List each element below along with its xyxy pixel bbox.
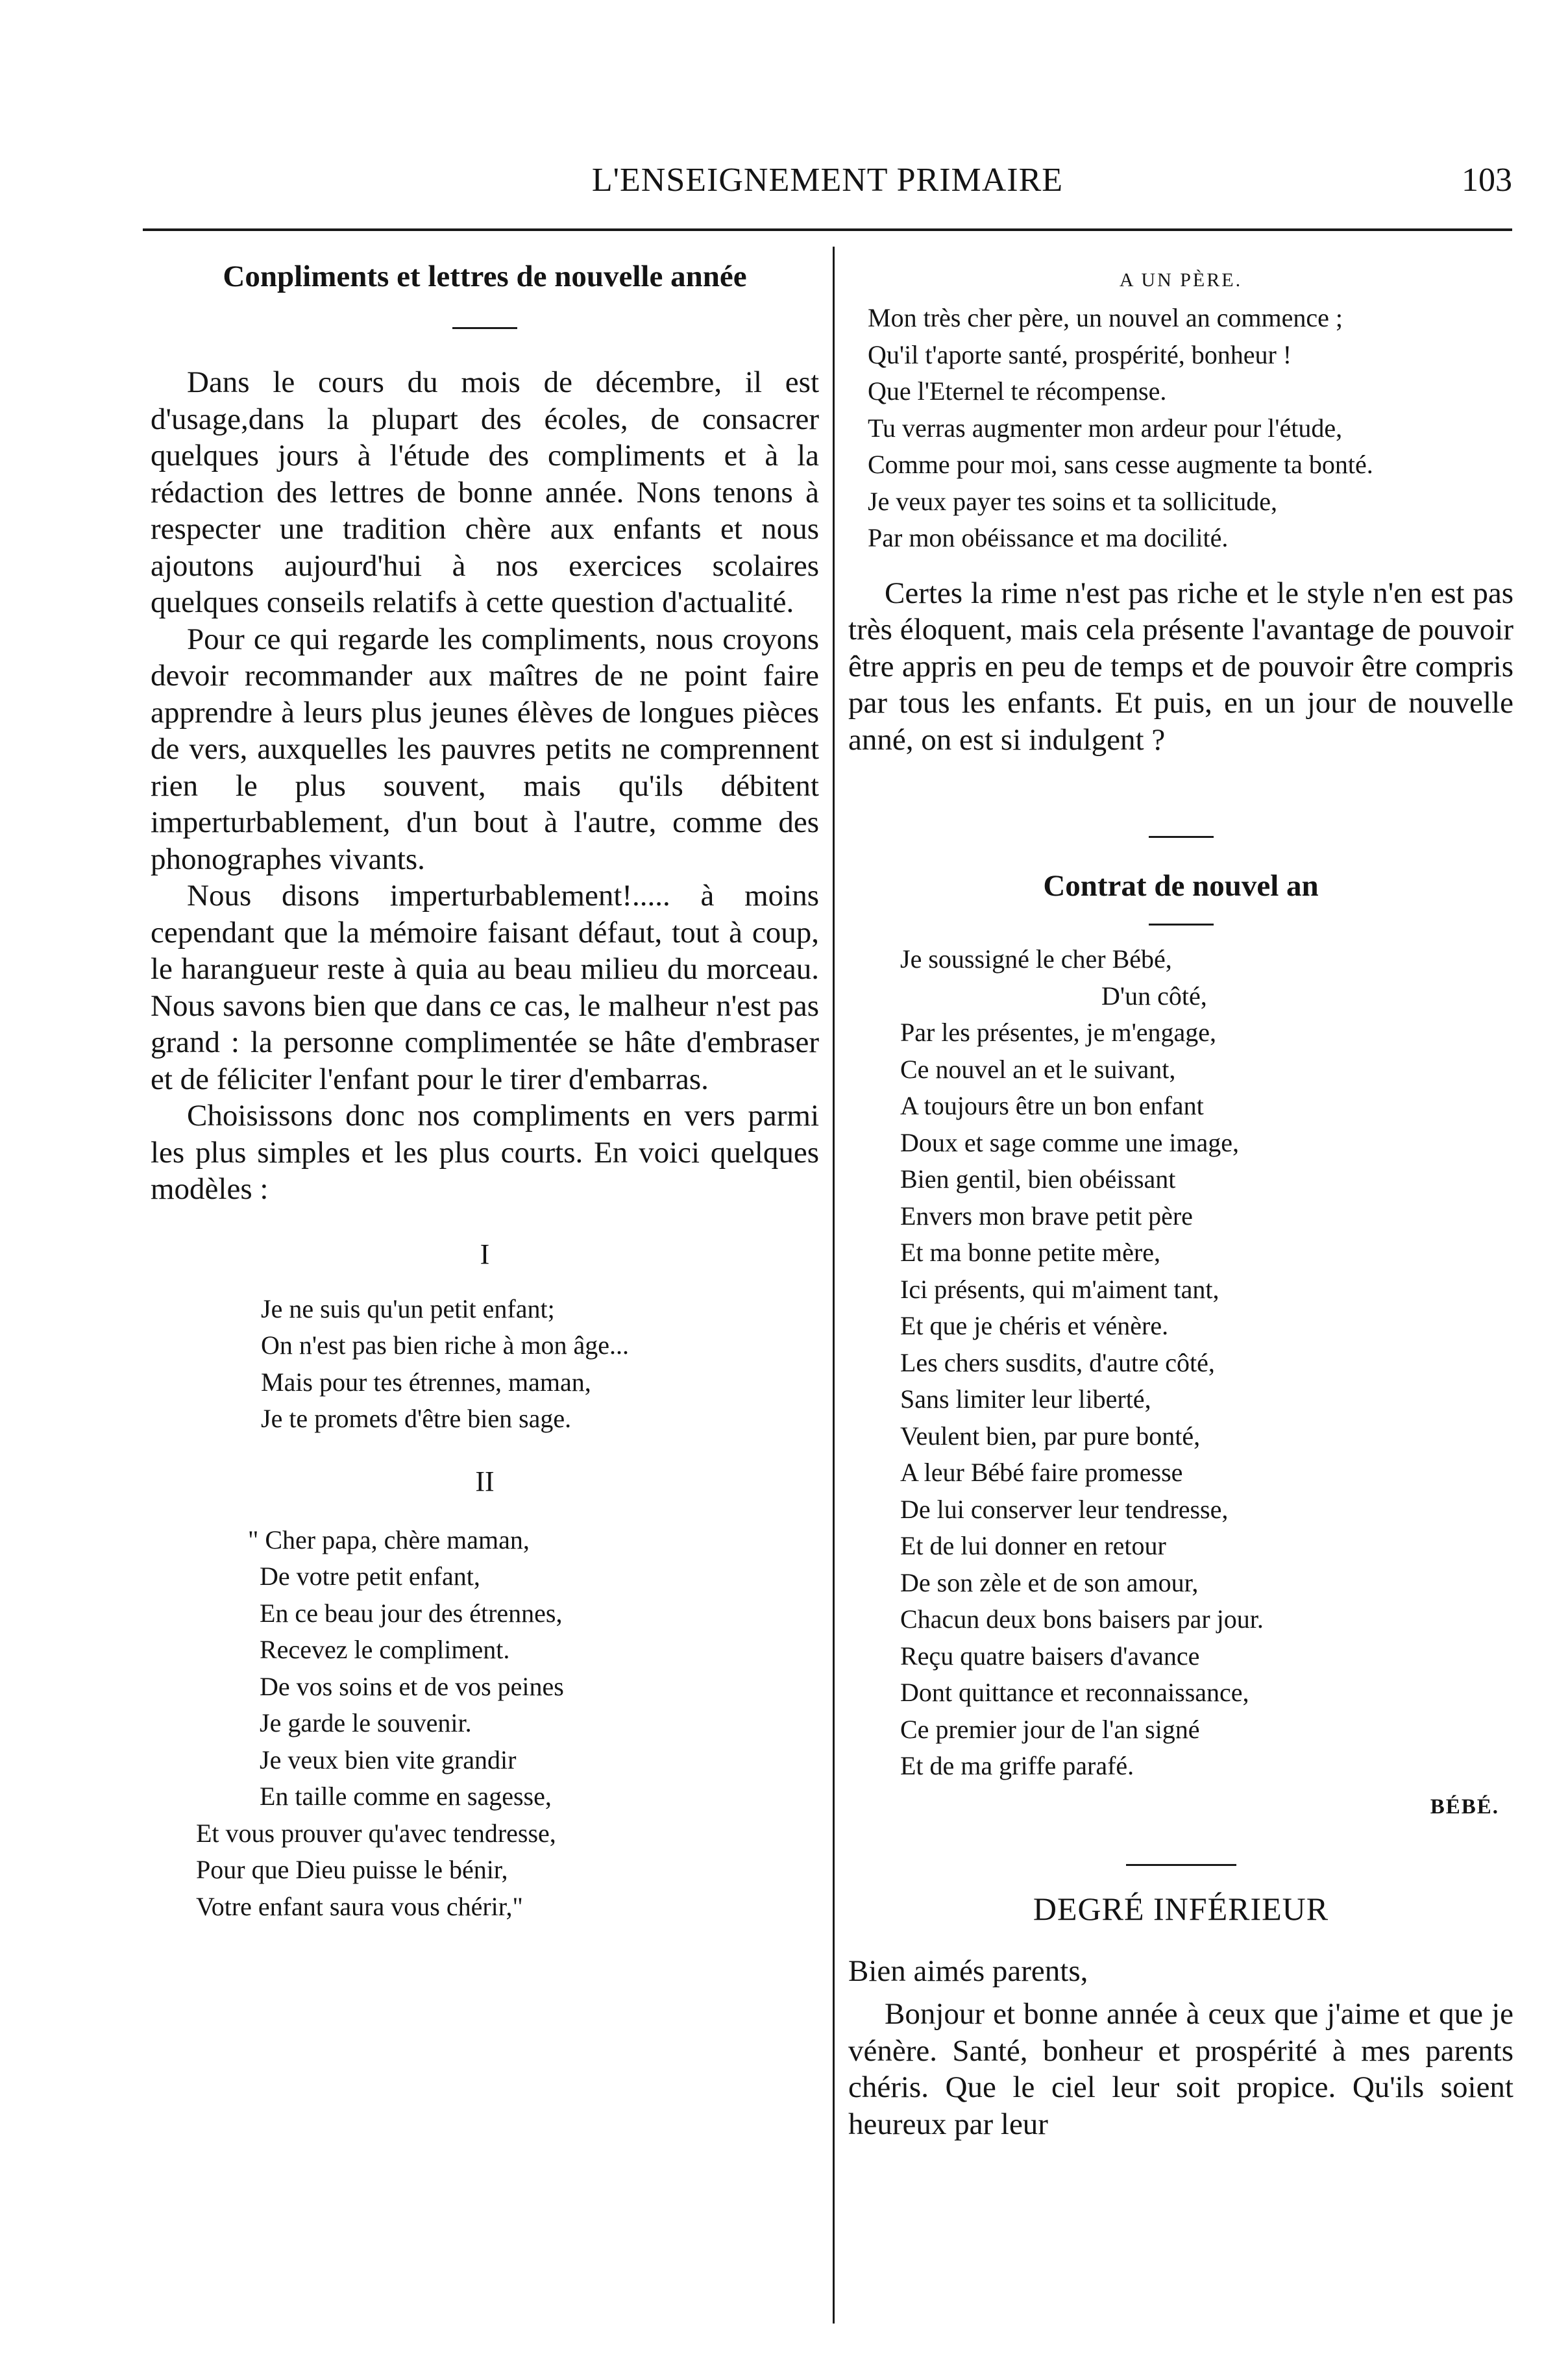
verse-line: Dont quittance et reconnaissance,: [900, 1678, 1249, 1707]
verse-line: Mais pour tes étrennes, maman,: [261, 1367, 591, 1397]
verse-line: De lui conserver leur tendresse,: [900, 1494, 1229, 1524]
verse-line: Je te promets d'être bien sage.: [261, 1404, 572, 1433]
section-rule: [1149, 924, 1214, 926]
verse-line: Mon très cher père, un nouvel an commence ;: [868, 303, 1343, 332]
verse-line: Comme pour moi, sans cesse augmente ta bonté.: [868, 450, 1373, 479]
contract-poem: [848, 941, 1513, 1785]
verse-line: Recevez le compliment.: [260, 1635, 510, 1664]
section-title-compliments: Conpliments et lettres de nouvelle année: [223, 260, 747, 293]
signature: BÉBÉ.: [1430, 1795, 1499, 1819]
paragraph: Bonjour et bonne année à ceux que j'aime et que je vénère. Santé, bonheur et prospérité à mes parents chéris. Que le ciel leur soit propice. Qu'ils soient heureux par leur: [848, 1997, 1513, 2141]
column-divider: [833, 247, 835, 2324]
right-column: [848, 258, 1513, 2142]
verse-line: Envers mon brave petit père: [900, 1201, 1193, 1231]
section-rule: [1149, 836, 1214, 838]
verse-line: Je garde le souvenir.: [260, 1708, 472, 1737]
verse-line: En taille comme en sagesse,: [260, 1782, 552, 1811]
verse-line: Ce premier jour de l'an signé: [900, 1714, 1200, 1744]
paragraph: Pour ce qui regarde les compliments, nous croyons devoir recommander aux maîtres de ne point faire apprendre à leurs plus jeunes élèves de longues pièces de vers, auxquelles les pauvres petits ne comprennent rien le plus souvent, mais qu'ils débitent imperturbablement, d'un bout à l'autre, comme des phonographes vivants.: [151, 622, 819, 876]
paragraph: Choisissons donc nos compliments en vers parmi les plus simples et les plus courts. En voici quelques modèles :: [151, 1099, 819, 1206]
verse-line: A leur Bébé faire promesse: [900, 1458, 1183, 1487]
verse-line: Par mon obéissance et ma docilité.: [868, 523, 1229, 552]
verse-line: Chacun deux bons baisers par jour.: [900, 1604, 1264, 1634]
poem-numeral: I: [480, 1238, 490, 1270]
dedication: A UN PÈRE.: [1119, 269, 1243, 291]
verse-line: Tu verras augmenter mon ardeur pour l'étude,: [868, 413, 1343, 443]
verse-line: Et de lui donner en retour: [900, 1531, 1166, 1560]
page-number: 103: [1462, 162, 1512, 199]
verse-line: Que l'Eternel te récompense.: [868, 376, 1167, 406]
verse-line: On n'est pas bien riche à mon âge...: [261, 1331, 630, 1360]
section-rule: [452, 327, 517, 329]
verse-line: Ce nouvel an et le suivant,: [900, 1054, 1176, 1084]
verse-line: Et vous prouver qu'avec tendresse,: [196, 1818, 556, 1848]
verse-line: Je soussigné le cher Bébé,: [900, 944, 1172, 974]
verse-line: De votre petit enfant,: [260, 1562, 480, 1591]
verse-line: Pour que Dieu puisse le bénir,: [196, 1855, 508, 1884]
section-title-contract: Contrat de nouvel an: [1043, 869, 1319, 903]
verse-line: D'un côté,: [1101, 981, 1207, 1011]
left-column: [151, 258, 819, 1925]
paragraph: Certes la rime n'est pas riche et le style n'en est pas très éloquent, mais cela présente l'avantage de pouvoir être appris en peu de temps et de pouvoir être compris par tous les enfants. Et puis, en un jour de nouvelle anné, on est si indulgent ?: [848, 576, 1513, 757]
verse-line: Qu'il t'aporte santé, prospérité, bonheur !: [868, 339, 1292, 369]
verse-line: Je veux payer tes soins et ta sollicitude,: [868, 486, 1277, 516]
paragraph: Nous disons imperturbablement!..... à moins cependant que la mémoire faisant défaut, tout à coup, le harangueur reste à quia au beau milieu du morceau. Nous savons bien que dans ce cas, le malheur n'est pas grand : la personne complimentée se hâte d'embraser et de féliciter l'enfant pour le tirer d'embarras.: [151, 879, 819, 1096]
running-title: L'ENSEIGNEMENT PRIMAIRE: [591, 162, 1064, 199]
verse-line: A toujours être un bon enfant: [900, 1091, 1204, 1120]
verse-line: Par les présentes, je m'engage,: [900, 1018, 1217, 1047]
poem-one: [151, 1291, 819, 1438]
verse-line: Votre enfant saura vous chérir,": [196, 1891, 523, 1921]
verse-line: Bien gentil, bien obéissant: [900, 1164, 1176, 1194]
verse-line: Veulent bien, par pure bonté,: [900, 1421, 1201, 1451]
verse-line: De son zèle et de son amour,: [900, 1567, 1199, 1597]
verse-line: De vos soins et de vos peines: [260, 1671, 564, 1701]
verse-line: Ici présents, qui m'aiment tant,: [900, 1274, 1219, 1304]
poem-numeral: II: [475, 1465, 495, 1497]
verse-line: Je veux bien vite grandir: [260, 1745, 517, 1774]
poem-two: [151, 1522, 819, 1926]
intro-text: [151, 364, 819, 1208]
header-rule: [143, 228, 1512, 231]
poem-father: [848, 300, 1513, 557]
verse-line: Sans limiter leur liberté,: [900, 1384, 1151, 1414]
verse-line: En ce beau jour des étrennes,: [260, 1598, 563, 1628]
verse-line: " Cher papa, chère maman,: [248, 1525, 530, 1554]
running-header: [143, 154, 1512, 206]
salutation: Bien aimés parents,: [848, 1954, 1088, 1988]
paragraph: Dans le cours du mois de décembre, il est d'usage,dans la plupart des écoles, de consacrer quelques jours à l'étude des compliments et à la rédaction des lettres de bonne année. Nons tenons à respecter une tradition chère aux enfants et nous ajoutons aujourd'hui à nos exercices scolaires quelques conseils relatifs à cette question d'actualité.: [151, 365, 819, 619]
verse-line: Je ne suis qu'un petit enfant;: [261, 1294, 555, 1323]
letter-text: [848, 1953, 1513, 2143]
verse-line: Et ma bonne petite mère,: [900, 1238, 1160, 1267]
verse-line: Et de ma griffe parafé.: [900, 1751, 1134, 1780]
verse-line: Reçu quatre baisers d'avance: [900, 1641, 1200, 1671]
level-heading: DEGRÉ INFÉRIEUR: [1033, 1890, 1329, 1927]
section-rule: [1126, 1864, 1236, 1866]
verse-line: Les chers susdits, d'autre côté,: [900, 1347, 1215, 1377]
verse-line: Et que je chéris et vénère.: [900, 1311, 1169, 1340]
verse-line: Doux et sage comme une image,: [900, 1127, 1240, 1157]
commentary-text: [848, 575, 1513, 759]
